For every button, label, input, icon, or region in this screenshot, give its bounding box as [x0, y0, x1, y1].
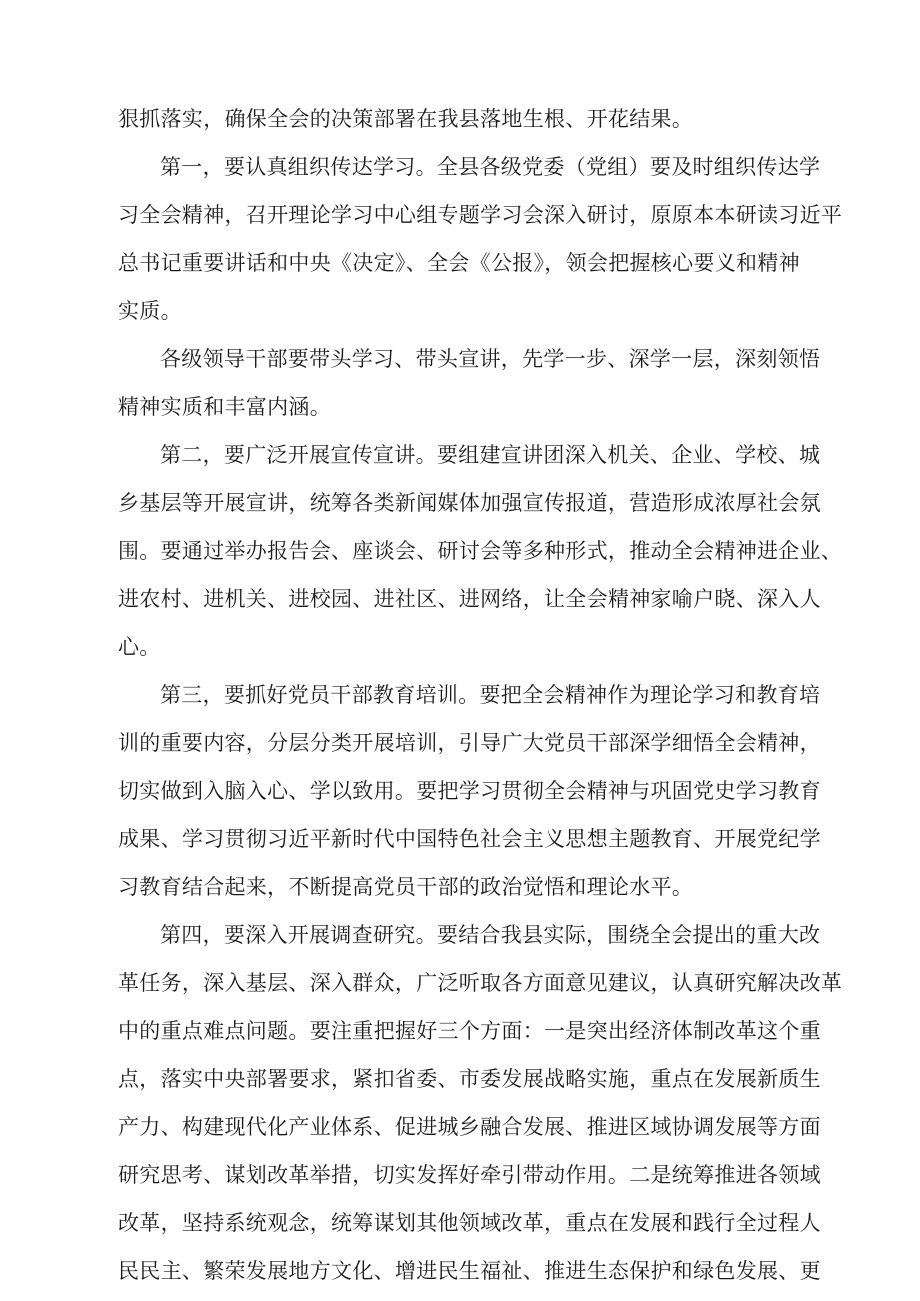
- text-line: 围。要通过举办报告会、座谈会、研讨会等多种形式，推动全会精神进企业、: [118, 539, 843, 563]
- text-line: 革任务，深入基层、深入群众，广泛听取各方面意见建议，认真研究解决改革: [118, 971, 843, 995]
- text-line: 第一，要认真组织传达学习。全县各级党委（党组）要及时组织传达学: [160, 155, 821, 179]
- text-line: 实质。: [118, 299, 182, 323]
- text-line: 总书记重要讲话和中央《决定》、全会《公报》，领会把握核心要义和精神: [118, 251, 800, 275]
- text-line: 切实做到入脑入心、学以致用。要把学习贯彻全会精神与巩固党史学习教育: [118, 779, 821, 803]
- text-line: 习教育结合起来，不断提高党员干部的政治觉悟和理论水平。: [118, 875, 694, 899]
- text-line: 习全会精神，召开理论学习中心组专题学习会深入研讨，原原本本研读习近平: [118, 203, 843, 227]
- text-line: 各级领导干部要带头学习、带头宣讲，先学一步、深学一层，深刻领悟: [160, 347, 821, 371]
- text-line: 产力、构建现代化产业体系、促进城乡融合发展、推进区域协调发展等方面: [118, 1115, 821, 1139]
- text-line: 研究思考、谋划改革举措，切实发挥好牵引带动作用。二是统筹推进各领域: [118, 1163, 821, 1187]
- text-line: 训的重要内容，分层分类开展培训，引导广大党员干部深学细悟全会精神，: [118, 731, 821, 755]
- text-line: 改革，坚持系统观念，统筹谋划其他领域改革，重点在发展和践行全过程人: [118, 1211, 821, 1235]
- text-line: 点，落实中央部署要求，紧扣省委、市委发展战略实施，重点在发展新质生: [118, 1067, 821, 1091]
- text-line: 成果、学习贯彻习近平新时代中国特色社会主义思想主题教育、开展党纪学: [118, 827, 821, 851]
- text-line: 精神实质和丰富内涵。: [118, 395, 331, 419]
- text-line: 第四，要深入开展调查研究。要结合我县实际，围绕全会提出的重大改: [160, 923, 821, 947]
- text-line: 乡基层等开展宣讲，统筹各类新闻媒体加强宣传报道，营造形成浓厚社会氛: [118, 491, 821, 515]
- text-line: 心。: [118, 635, 161, 659]
- text-line: 第三，要抓好党员干部教育培训。要把全会精神作为理论学习和教育培: [160, 683, 821, 707]
- text-line: 狠抓落实，确保全会的决策部署在我县落地生根、开花结果。: [118, 107, 694, 131]
- text-line: 进农村、进机关、进校园、进社区、进网络，让全会精神家喻户晓、深入人: [118, 587, 821, 611]
- text-line: 民民主、繁荣发展地方文化、增进民生福祉、推进生态保护和绿色发展、更: [118, 1259, 821, 1283]
- text-line: 中的重点难点问题。要注重把握好三个方面：一是突出经济体制改革这个重: [118, 1019, 821, 1043]
- text-line: 第二，要广泛开展宣传宣讲。要组建宣讲团深入机关、企业、学校、城: [160, 443, 821, 467]
